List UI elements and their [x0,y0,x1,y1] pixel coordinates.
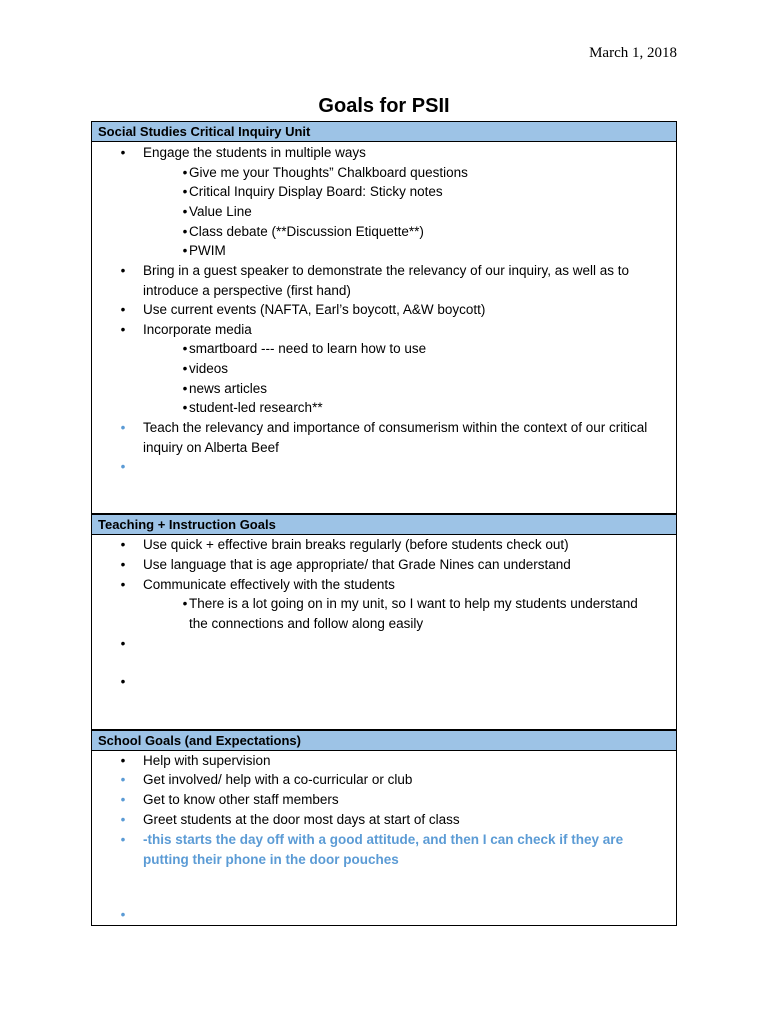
bullet-icon: • [120,557,126,572]
bullet-icon: • [120,674,126,689]
document-title: Goals for PSII [318,95,450,117]
section-header: School Goals (and Expectations) [92,731,676,751]
list-item-text: Get involved/ help with a co-curricular or club [143,772,413,787]
list-item-text: Bring in a guest speaker to demonstrate the relevancy of our inquiry, as well as to introduce a perspective (first hand) [143,263,630,298]
bullet-icon: • [120,832,126,847]
bullet-icon: • [182,596,188,611]
list-item-text: student-led research** [189,400,323,415]
bullet-icon: • [120,636,126,651]
section-social-studies [91,121,677,514]
section-header: Teaching + Instruction Goals [92,515,676,535]
bullet-icon: • [182,224,188,239]
list-item-text: Value Line [189,204,252,219]
list-item-text: Teach the relevancy and importance of consumerism within the context of our critical inquiry on Alberta Beef [143,420,648,455]
bullet-icon: • [120,753,126,768]
section-teaching-instruction [91,514,677,730]
bullet-icon: • [182,204,188,219]
document-date: March 1, 2018 [589,45,677,61]
bullet-icon: • [120,537,126,552]
list-item-text: Give me your Thoughts” Chalkboard questions [189,165,468,180]
list-item-text: Class debate (**Discussion Etiquette**) [189,224,424,239]
bullet-icon: • [120,907,126,922]
list-item-text: videos [189,361,229,376]
list-item-text: smartboard --- need to learn how to use [189,341,427,356]
bullet-icon: • [120,577,126,592]
bullet-icon: • [120,145,126,160]
list-item-text: Help with supervision [143,753,271,768]
list-item-text: Use quick + effective brain breaks regularly (before students check out) [143,537,569,552]
list-item-text: There is a lot going on in my unit, so I want to help my students understand the connections and follow along easily [189,596,638,631]
bullet-icon: • [182,243,188,258]
list-item-text: Use current events (NAFTA, Earl’s boycott, A&W boycott) [143,302,486,317]
bullet-icon: • [182,165,188,180]
bullet-icon: • [120,772,126,787]
bullet-icon: • [182,341,188,356]
list-item-text: Use language that is age appropriate/ that Grade Nines can understand [143,557,571,572]
bullet-icon: • [120,302,126,317]
list-item-text: Communicate effectively with the students [143,577,395,592]
bullet-icon: • [182,361,188,376]
section-header: Social Studies Critical Inquiry Unit [92,122,676,142]
list-item-text: Incorporate media [143,322,252,337]
list-item-text: news articles [189,381,268,396]
bullet-icon: • [182,381,188,396]
bullet-icon: • [120,420,126,435]
list-item-text: Critical Inquiry Display Board: Sticky notes [189,184,443,199]
section-school-goals [91,730,677,926]
bullet-icon: • [182,400,188,415]
bullet-icon: • [182,184,188,199]
bullet-icon: • [120,459,126,474]
list-item-text: -this starts the day off with a good attitude, and then I can check if they are putting their phone in the door pouches [143,832,624,867]
bullet-icon: • [120,322,126,337]
bullet-icon: • [120,812,126,827]
bullet-icon: • [120,792,126,807]
bullet-icon: • [120,263,126,278]
list-item-text: Engage the students in multiple ways [143,145,366,160]
list-item-text: PWIM [189,243,226,258]
list-item-text: Greet students at the door most days at start of class [143,812,460,827]
list-item-text: Get to know other staff members [143,792,339,807]
